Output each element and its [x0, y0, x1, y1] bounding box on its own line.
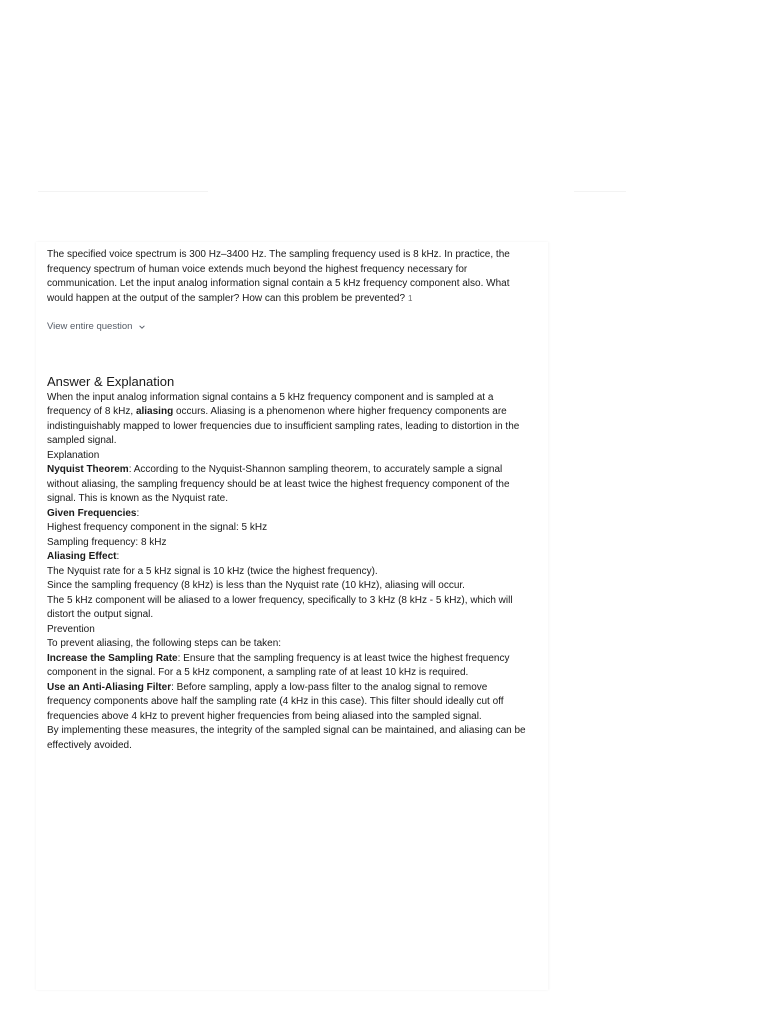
conclusion-text: By implementing these measures, the integrity of the sampled signal can be maintained, and aliasing can be effectively avoided.	[47, 725, 526, 751]
aliasing-item: The 5 kHz component will be aliased to a lower frequency, specifically to 3 kHz (8 kHz - 5 kHz), which will distort the output signal.	[47, 594, 513, 620]
aliasing-heading-colon: :	[116, 551, 120, 562]
footnote-marker[interactable]: 1	[408, 293, 413, 303]
divider	[574, 191, 626, 192]
aliasing-heading-bold: Aliasing Effect	[47, 551, 117, 562]
view-entire-question-label[interactable]: View entire question	[47, 321, 133, 332]
blank-header-area	[0, 0, 768, 240]
given-item: Highest frequency component in the signal: 5 kHz	[47, 522, 268, 533]
given-heading-bold: Given Frequencies	[47, 507, 137, 519]
step-heading: Use an Anti-Aliasing Filter	[47, 681, 172, 693]
answer-section-title: Answer & Explanation	[47, 373, 175, 389]
prevention-label: Prevention	[47, 623, 95, 635]
summary-text: occurs. Aliasing is a phenomenon where higher frequency components are indistinguishably mapped to lower frequencies due to insufficient sampling rates, leading to distortion in the sampled signal.	[47, 406, 520, 446]
main-content	[47, 248, 531, 753]
given-heading	[47, 507, 531, 522]
prevention-step	[47, 681, 531, 725]
nyquist-text: : According to the Nyquist-Shannon sampling theorem, to accurately sample a signal without aliasing, the sampling frequency should be at least twice the highest frequency component of the signal. This is known as the Nyquist rate.	[47, 464, 510, 504]
chevron-down-icon[interactable]	[138, 323, 146, 331]
prevention-step	[47, 652, 531, 681]
step-text: : Before sampling, apply a low-pass filter to the analog signal to remove frequency components above half the sampling rate (4 kHz in this case). This filter should ideally cut off frequencies above 4 kHz to prevent higher frequencies from being aliased into the sampled signal.	[47, 681, 504, 722]
question-body: The specified voice spectrum is 300 Hz–3400 Hz. The sampling frequency used is 8 kHz. In practice, the frequency spectrum of human voice extends much beyond the highest frequency necessary for communication. Let the input analog information signal contain a 5 kHz frequency component also. What would happen at the output of the sampler? How can this problem be prevented?	[47, 249, 510, 304]
divider	[38, 191, 208, 192]
aliasing-item: Since the sampling frequency (8 kHz) is less than the Nyquist rate (10 kHz), aliasing will occur.	[47, 580, 465, 591]
nyquist-paragraph	[47, 463, 531, 507]
summary-keyword: aliasing	[135, 406, 174, 417]
aliasing-heading	[47, 550, 531, 565]
prevention-intro: To prevent aliasing, the following steps can be taken:	[47, 638, 282, 649]
given-item: Sampling frequency: 8 kHz	[47, 536, 167, 548]
step-text: : Ensure that the sampling frequency is at least twice the highest frequency component in the signal. For a 5 kHz component, a sampling rate of at least 10 kHz is required.	[47, 652, 510, 678]
view-entire-question-link[interactable]	[47, 320, 146, 335]
given-heading-colon: :	[136, 507, 140, 519]
aliasing-item: The Nyquist rate for a 5 kHz signal is 10 kHz (twice the highest frequency).	[47, 565, 378, 577]
answer-summary	[47, 391, 531, 449]
explanation-label: Explanation	[47, 449, 100, 461]
question-text	[47, 248, 531, 306]
nyquist-heading: Nyquist Theorem	[47, 464, 129, 475]
step-heading: Increase the Sampling Rate	[47, 652, 178, 664]
summary-text: When the input analog information signal contains a 5 kHz frequency component and is sampled at a frequency of 8 kHz,	[47, 391, 494, 417]
